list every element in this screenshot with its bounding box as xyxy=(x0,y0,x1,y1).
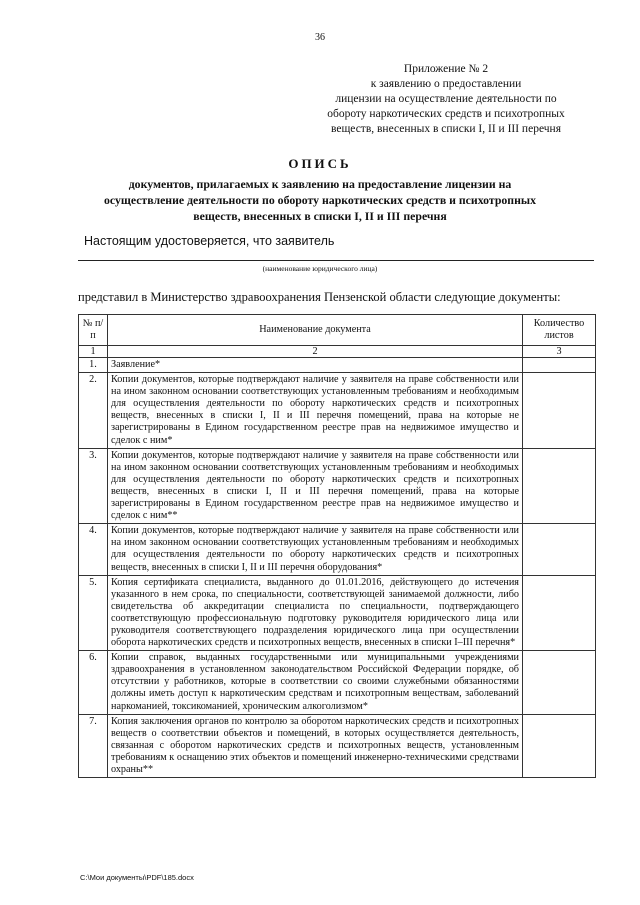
applicant-name-line xyxy=(78,260,594,261)
row-document-name: Заявление* xyxy=(108,358,523,373)
row-sheet-count[interactable] xyxy=(523,373,596,449)
header-sheet-count: Количество листов xyxy=(523,315,596,346)
row-number: 3. xyxy=(79,448,108,524)
appendix-note xyxy=(296,62,596,137)
certify-text: Настоящим удостоверяется, что заявитель xyxy=(84,234,335,248)
row-number: 6. xyxy=(79,651,108,714)
row-sheet-count[interactable] xyxy=(523,448,596,524)
row-number: 5. xyxy=(79,575,108,651)
row-number: 4. xyxy=(79,524,108,575)
row-document-name: Копия заключения органов по контролю за оборотом наркотических средств и психотропных веществ о соответствии объектов и помещений, в которых осуществляется деятельность, связанная с оборотом наркотических средств и психотропных веществ, установленным требованиям к оснащению этих объектов и помещений инженерно-техническими средствами охраны** xyxy=(108,714,523,777)
row-sheet-count[interactable] xyxy=(523,358,596,373)
table-row xyxy=(79,575,596,651)
presented-text: представил в Министерство здравоохранения Пензенской области следующие документы: xyxy=(78,290,561,304)
documents-table xyxy=(78,314,596,778)
table-row xyxy=(79,524,596,575)
row-document-name: Копии документов, которые подтверждают наличие у заявителя на праве собственности или на ином законном основании соответствующих установленным требованиям и необходимых для осуществления деятельности по обороту наркотических средств и психотропных веществ, внесенных в списки I, II и III перечня оборудования* xyxy=(108,524,523,575)
appendix-line: лицензии на осуществление деятельности по xyxy=(335,93,557,105)
table-row xyxy=(79,358,596,373)
table-row xyxy=(79,448,596,524)
header-num: № п/п xyxy=(79,315,108,346)
table-row xyxy=(79,373,596,449)
row-sheet-count[interactable] xyxy=(523,714,596,777)
page-number: 36 xyxy=(315,32,325,43)
table-header-row xyxy=(79,315,596,346)
row-number: 7. xyxy=(79,714,108,777)
row-document-name: Копия сертификата специалиста, выданного до 01.01.2016, действующего до истечения указанного в нем срока, по специальности, соответствующей занимаемой должности, либо свидетельства об аккредитации специалиста по специальности, подтверждающего соответствующую профессиональную подготовку руководителя юридического лица или руководителя соответствующего подразделения юридического лица при осуществлении оборота наркотических средств и психотропных веществ, внесенных в списки I–III перечня* xyxy=(108,575,523,651)
index-cell: 1 xyxy=(79,346,108,358)
appendix-line: обороту наркотических средств и психотропных xyxy=(327,108,565,120)
applicant-caption: (наименование юридического лица) xyxy=(262,264,378,273)
appendix-line: Приложение № 2 xyxy=(403,63,489,75)
header-document-name: Наименование документа xyxy=(108,315,523,346)
document-title: ОПИСЬ xyxy=(288,156,352,171)
index-cell: 2 xyxy=(108,346,523,358)
row-document-name: Копии справок, выданных государственными или муниципальными учреждениями здравоохранения в установленном законодательством Российской Федерации порядке, об отсутствии у работников, которые в соответствии со своими служебными обязанностями должны иметь доступ к наркотическим средствам и психотропным веществам, заболеваний наркоманией, токсикоманией, хроническим алкоголизмом* xyxy=(108,651,523,714)
appendix-line: веществ, внесенных в списки I, II и III перечня xyxy=(330,123,561,135)
document-subtitle: документов, прилагаемых к заявлению на предоставление лицензии на осуществление деятельности по обороту наркотических средств и психотропных веществ, внесенных в списки I, II и III перечня xyxy=(103,177,537,223)
row-sheet-count[interactable] xyxy=(523,575,596,651)
index-cell: 3 xyxy=(523,346,596,358)
row-sheet-count[interactable] xyxy=(523,651,596,714)
table-row xyxy=(79,714,596,777)
row-document-name: Копии документов, которые подтверждают наличие у заявителя на праве собственности или на ином законном основании соответствующих установленным требованиям и необходимым для осуществления деятельности по обороту наркотических средств и психотропных веществ, внесенных в списки I, II и III перечня помещений, права на которые не зарегистрированы в Едином государственном реестре прав на недвижимое имущество и сделок с ним* xyxy=(108,373,523,449)
file-path-footer: C:\Мои документы\PDF\185.docx xyxy=(80,873,194,882)
row-number: 2. xyxy=(79,373,108,449)
table-index-row xyxy=(79,346,596,358)
row-document-name: Копии документов, которые подтверждают наличие у заявителя на праве собственности или на ином законном основании соответствующих установленным требованиям и необходимых для осуществления деятельности по обороту наркотических средств и психотропных веществ, внесенных в списки I, II и III перечня помещений, права на которые зарегистрированы в Едином государственном реестре прав на недвижимое имущество и сделок с ним** xyxy=(108,448,523,524)
row-number: 1. xyxy=(79,358,108,373)
appendix-line: к заявлению о предоставлении xyxy=(370,78,522,90)
row-sheet-count[interactable] xyxy=(523,524,596,575)
table-row xyxy=(79,651,596,714)
